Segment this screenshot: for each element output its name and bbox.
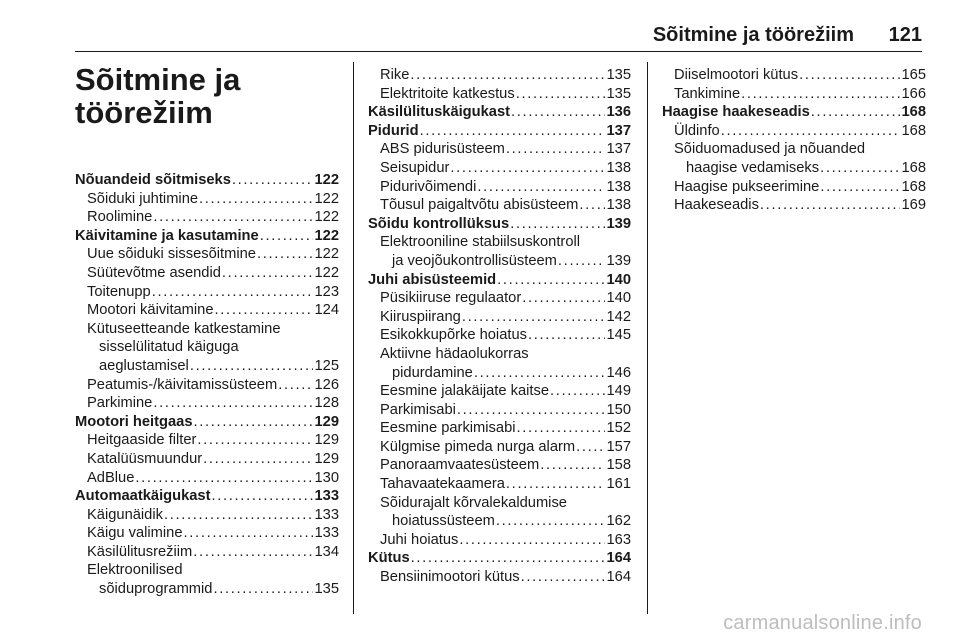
- toc-entry-link[interactable]: [75, 301, 339, 320]
- toc-entry-link[interactable]: [368, 438, 631, 457]
- toc-page-number: 149: [606, 383, 631, 400]
- toc-entry-line: Elektroonilised: [87, 562, 183, 579]
- dot-leader: [184, 524, 314, 543]
- dot-leader: [521, 568, 606, 587]
- dot-leader: [760, 196, 901, 215]
- toc-entry-title: Esikokkupõrke hoiatus: [380, 327, 527, 344]
- toc-entry-link[interactable]: [368, 382, 631, 401]
- dot-leader: [152, 283, 314, 302]
- toc-entry-title: hoiatussüsteem: [392, 513, 495, 530]
- column-divider: [353, 62, 354, 614]
- dot-leader: [222, 264, 314, 283]
- toc-page-number: 139: [606, 215, 631, 232]
- toc-section-link[interactable]: [368, 122, 631, 141]
- toc-entry-title: Külgmise pimeda nurga alarm: [380, 438, 576, 455]
- header-rule: [75, 51, 922, 52]
- toc-entry-title: Pidurivõimendi: [380, 178, 477, 195]
- toc-entry-line: Aktiivne hädaolukorras: [380, 345, 529, 362]
- toc-entry-link[interactable]: [75, 506, 339, 525]
- dot-leader: [550, 382, 605, 401]
- toc-entry-line: Elektrooniline stabiilsuskontroll: [380, 234, 581, 251]
- toc-entry-link[interactable]: [368, 326, 631, 345]
- toc-section-link[interactable]: [368, 271, 631, 290]
- toc-page-number: 122: [314, 246, 339, 263]
- toc-page-number: 133: [314, 506, 339, 523]
- toc-entry-title: Peatumis-/käivitamissüsteem: [87, 376, 278, 393]
- dot-leader: [811, 103, 901, 122]
- toc-entry-title: Toitenupp: [87, 283, 151, 300]
- toc-entry-title: sõiduprogrammid: [99, 581, 213, 598]
- toc-page-number: 168: [901, 104, 926, 121]
- dot-leader: [459, 531, 605, 550]
- toc-page-number: 157: [606, 438, 631, 455]
- dot-leader: [517, 419, 606, 438]
- dot-leader: [576, 438, 605, 457]
- toc-page-number: 138: [606, 197, 631, 214]
- toc-section-link[interactable]: [368, 103, 631, 122]
- toc-entry-link[interactable]: [368, 66, 631, 85]
- dot-leader: [213, 580, 313, 599]
- page-header-title: Sõitmine ja töörežiim: [652, 24, 854, 46]
- toc-entry-title: pidurdamine: [392, 364, 473, 381]
- toc-entry-title: Bensiinimootori kütus: [380, 569, 520, 586]
- toc-entry-line: Sõiduomadused ja nõuanded: [674, 141, 866, 158]
- toc-page-number: 150: [606, 401, 631, 418]
- toc-page-number: 140: [606, 290, 631, 307]
- dot-leader: [522, 289, 605, 308]
- dot-leader: [450, 159, 605, 178]
- toc-entry-link[interactable]: [368, 419, 631, 438]
- toc-entry-link[interactable]: [368, 475, 631, 494]
- dot-leader: [197, 431, 313, 450]
- toc-entry-title: Juhi hoiatus: [380, 531, 459, 548]
- toc-entry-link[interactable]: [75, 469, 339, 488]
- toc-page-number: 123: [314, 283, 339, 300]
- toc-entry-line: Kütuseetteande katkestamine: [87, 320, 281, 337]
- dot-leader: [528, 326, 606, 345]
- toc-entry-title: Panoraamvaatesüsteem: [380, 457, 540, 474]
- toc-page-number: 138: [606, 159, 631, 176]
- dot-leader: [257, 245, 314, 264]
- toc-entry-link[interactable]: [75, 283, 339, 302]
- toc-entry-link[interactable]: [368, 140, 631, 159]
- toc-entry-line: Sõidurajalt kõrvalekaldumise: [380, 494, 567, 511]
- dot-leader: [462, 308, 606, 327]
- toc-page-number: 134: [314, 543, 339, 560]
- toc-page-number: 135: [606, 67, 631, 83]
- toc-page-number: 161: [606, 476, 631, 493]
- toc-entry-link[interactable]: [75, 580, 339, 599]
- dot-leader: [506, 475, 606, 494]
- dot-leader: [511, 103, 605, 122]
- toc-entry-link[interactable]: [75, 450, 339, 469]
- toc-section-link[interactable]: [75, 487, 339, 506]
- dot-leader: [199, 190, 313, 209]
- toc-page-number: 166: [901, 85, 926, 102]
- dot-leader: [457, 401, 606, 420]
- toc-page-number: 137: [606, 141, 631, 158]
- toc-entry-title: Haagise pukseerimine: [674, 178, 820, 195]
- toc-entry-link[interactable]: [662, 122, 926, 141]
- toc-entry-title: Eesmine parkimisabi: [380, 420, 516, 437]
- toc-entry-title: Seisupidur: [380, 159, 450, 176]
- toc-page-number: 138: [606, 178, 631, 195]
- toc-page-number: 122: [314, 172, 339, 188]
- dot-leader: [721, 122, 901, 141]
- toc-entry-title: Elektritoite katkestus: [380, 85, 515, 102]
- toc-entry-link[interactable]: [662, 159, 926, 178]
- toc-section-link[interactable]: [75, 171, 339, 190]
- toc-entry-link[interactable]: [368, 308, 631, 327]
- toc-entry-link[interactable]: [368, 252, 631, 271]
- toc-section-link[interactable]: [75, 227, 339, 246]
- toc-page-number: 133: [314, 525, 339, 542]
- toc-page-number: 126: [314, 376, 339, 393]
- toc-entry-link[interactable]: [75, 524, 339, 543]
- dot-leader: [215, 301, 314, 320]
- dot-leader: [474, 364, 606, 383]
- dot-leader: [420, 122, 606, 141]
- toc-entry-title: Uue sõiduki sissesõitmine: [87, 246, 256, 263]
- toc-column-1: [75, 171, 339, 599]
- dot-leader: [153, 394, 313, 413]
- toc-page-number: 129: [314, 413, 339, 430]
- toc-entry-title: Tahavaatekaamera: [380, 476, 505, 493]
- toc-page-number: 146: [606, 364, 631, 381]
- toc-page-number: 145: [606, 327, 631, 344]
- toc-entry-title: Kiiruspiirang: [380, 308, 461, 325]
- toc-page-number: 133: [314, 488, 339, 505]
- column-divider: [647, 62, 648, 614]
- dot-leader: [540, 456, 605, 475]
- dot-leader: [741, 85, 900, 104]
- toc-entry-title: Haakeseadis: [674, 197, 759, 214]
- toc-entry-title: Roolimine: [87, 209, 153, 226]
- toc-page-number: 168: [901, 178, 926, 195]
- toc-entry-title: Tankimine: [674, 85, 741, 102]
- toc-entry-title: Eesmine jalakäijate kaitse: [380, 383, 549, 400]
- chapter-title-line-1: Sõitmine ja: [75, 62, 241, 97]
- toc-entry-title: Kütus: [368, 550, 410, 567]
- toc-entry-title: Parkimine: [87, 395, 153, 412]
- dot-leader: [193, 543, 313, 562]
- toc-entry-link[interactable]: [75, 543, 339, 562]
- toc-column-2: [368, 66, 631, 587]
- toc-page-number: 163: [606, 531, 631, 548]
- toc-page-number: 158: [606, 457, 631, 474]
- toc-entry-link[interactable]: [75, 394, 339, 413]
- toc-entry-link[interactable]: [75, 431, 339, 450]
- toc-entry-link[interactable]: [368, 289, 631, 308]
- toc-page-number: 169: [901, 197, 926, 214]
- dot-leader: [194, 413, 314, 432]
- toc-page-number: 124: [314, 302, 339, 319]
- dot-leader: [497, 271, 605, 290]
- dot-leader: [203, 450, 313, 469]
- toc-entry-title: Mootori käivitamine: [87, 302, 214, 319]
- toc-entry-title: Käivitamine ja kasutamine: [75, 227, 259, 244]
- toc-page-number: 135: [606, 85, 631, 102]
- dot-leader: [232, 171, 314, 190]
- toc-page-number: 140: [606, 271, 631, 288]
- toc-entry-title: Mootori heitgaas: [75, 413, 193, 430]
- toc-entry-title: Katalüüsmuundur: [87, 450, 203, 467]
- toc-entry-title: Käsilülituskäigukast: [368, 104, 511, 121]
- toc-entry-title: Haagise haakeseadis: [662, 104, 810, 121]
- dot-leader: [135, 469, 313, 488]
- dot-leader: [799, 66, 900, 85]
- toc-entry-link[interactable]: [662, 85, 926, 104]
- toc-entry-title: haagise vedamiseks: [686, 159, 820, 176]
- toc-page-number: 122: [314, 227, 339, 244]
- dot-leader: [558, 252, 606, 271]
- toc-entry-line: sisselülitatud käiguga: [99, 339, 239, 356]
- toc-page-number: 142: [606, 308, 631, 325]
- page-number: 121: [888, 24, 922, 46]
- toc-entry-title: Süütevõtme asendid: [87, 264, 221, 281]
- toc-entry-link[interactable]: [368, 456, 631, 475]
- dot-leader: [820, 178, 900, 197]
- toc-entry-title: Käsilülitusrežiim: [87, 543, 193, 560]
- toc-entry-title: Üldinfo: [674, 122, 720, 139]
- toc-entry-link[interactable]: [75, 245, 339, 264]
- dot-leader: [496, 512, 606, 531]
- toc-entry-link[interactable]: [75, 357, 339, 376]
- toc-page-number: 122: [314, 190, 339, 207]
- toc-section-link[interactable]: [368, 215, 631, 234]
- dot-leader: [820, 159, 900, 178]
- toc-entry-link[interactable]: [368, 568, 631, 587]
- toc-page-number: 152: [606, 420, 631, 437]
- toc-entry-link[interactable]: [75, 208, 339, 227]
- toc-entry-link[interactable]: [75, 190, 339, 209]
- toc-entry-title: Käigunäidik: [87, 506, 163, 523]
- toc-page-number: 162: [606, 513, 631, 530]
- toc-entry-title: Nõuandeid sõitmiseks: [75, 172, 231, 188]
- toc-section-link[interactable]: [368, 549, 631, 568]
- chapter-title: [75, 63, 240, 129]
- toc-entry-link[interactable]: [75, 376, 339, 395]
- toc-entry-link[interactable]: [368, 159, 631, 178]
- toc-page-number: 135: [314, 581, 339, 598]
- toc-page-number: 129: [314, 450, 339, 467]
- toc-entry-title: ABS pidurisüsteem: [380, 141, 505, 158]
- toc-section-link[interactable]: [662, 103, 926, 122]
- dot-leader: [477, 178, 605, 197]
- toc-page-number: 122: [314, 209, 339, 226]
- toc-page-number: 136: [606, 104, 631, 121]
- dot-leader: [506, 140, 606, 159]
- toc-entry-link[interactable]: [368, 178, 631, 197]
- toc-entry-title: AdBlue: [87, 469, 135, 486]
- dot-leader: [278, 376, 313, 395]
- toc-entry-title: Juhi abisüsteemid: [368, 271, 497, 288]
- toc-entry-link[interactable]: [368, 196, 631, 215]
- dot-leader: [212, 487, 314, 506]
- toc-entry-title: Käigu valimine: [87, 525, 183, 542]
- toc-page-number: 122: [314, 264, 339, 281]
- dot-leader: [260, 227, 314, 246]
- toc-page-number: 168: [901, 159, 926, 176]
- toc-entry-title: Tõusul paigaltvõtu abisüsteem: [380, 197, 579, 214]
- toc-entry-link[interactable]: [368, 531, 631, 550]
- toc-page-number: 128: [314, 395, 339, 412]
- toc-page-number: 139: [606, 252, 631, 269]
- toc-entry-title: aeglustamisel: [99, 357, 189, 374]
- dot-leader: [164, 506, 314, 525]
- chapter-title-line-2: töörežiim: [75, 95, 213, 130]
- toc-section-link[interactable]: [75, 413, 339, 432]
- toc-page-number: 164: [606, 550, 631, 567]
- toc-entry-title: Püsikiiruse regulaator: [380, 290, 522, 307]
- toc-entry-link[interactable]: [368, 85, 631, 104]
- toc-entry-link[interactable]: [368, 364, 631, 383]
- toc-page-number: 164: [606, 569, 631, 586]
- toc-page-number: 137: [606, 122, 631, 139]
- dot-leader: [190, 357, 314, 376]
- toc-entry-title: Parkimisabi: [380, 401, 456, 418]
- toc-entry-link[interactable]: [368, 512, 631, 531]
- dot-leader: [411, 549, 606, 568]
- toc-entry-link[interactable]: [75, 264, 339, 283]
- toc-entry-link[interactable]: [662, 178, 926, 197]
- dot-leader: [153, 208, 313, 227]
- toc-entry-title: Diiselmootori kütus: [674, 67, 799, 83]
- toc-entry-title: Pidurid: [368, 122, 419, 139]
- dot-leader: [579, 196, 605, 215]
- toc-entry-title: Sõiduki juhtimine: [87, 190, 199, 207]
- toc-page-number: 129: [314, 432, 339, 449]
- toc-page-number: 125: [314, 357, 339, 374]
- toc-entry-title: Rike: [380, 67, 410, 83]
- toc-page-number: 165: [901, 67, 926, 83]
- toc-page-number: 130: [314, 469, 339, 486]
- toc-entry-title: Sõidu kontrollüksus: [368, 215, 510, 232]
- toc-entry-title: Heitgaaside filter: [87, 432, 197, 449]
- toc-entry-title: Automaatkäigukast: [75, 488, 211, 505]
- dot-leader: [510, 215, 605, 234]
- dot-leader: [516, 85, 606, 104]
- toc-page-number: 168: [901, 122, 926, 139]
- footer-watermark: carmanualsonline.info: [723, 612, 922, 634]
- dot-leader: [410, 66, 605, 85]
- toc-entry-link[interactable]: [662, 196, 926, 215]
- toc-entry-title: ja veojõukontrollisüsteem: [392, 252, 557, 269]
- toc-entry-link[interactable]: [662, 66, 926, 85]
- toc-column-3: [662, 66, 926, 215]
- toc-entry-link[interactable]: [368, 401, 631, 420]
